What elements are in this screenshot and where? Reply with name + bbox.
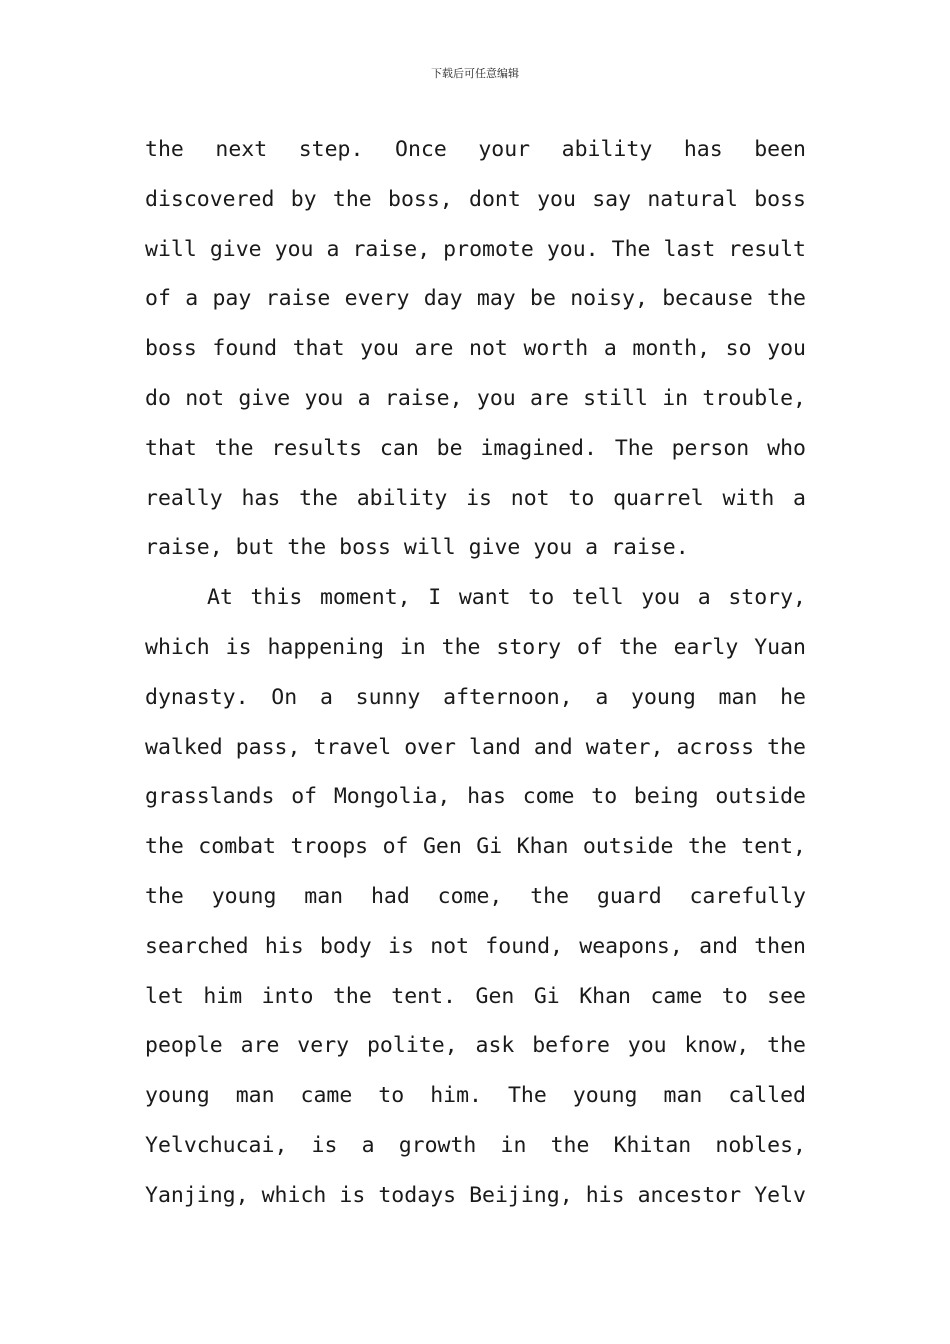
document-body — [145, 125, 806, 1221]
text-line: let him into the tent. Gen Gi Khan came to see — [145, 983, 806, 1009]
text-line: of a pay raise every day may be noisy, because the — [145, 286, 806, 312]
text-line: discovered by the boss, dont you say natural boss — [145, 186, 806, 212]
text-line: At this moment, I want to tell you a story, — [207, 585, 806, 611]
paragraph-1 — [145, 125, 806, 573]
text-line: will give you a raise, promote you. The last result — [145, 236, 806, 262]
text-line: young man came to him. The young man called — [145, 1083, 806, 1109]
text-line: that the results can be imagined. The person who — [145, 435, 806, 461]
text-line: really has the ability is not to quarrel with a — [145, 485, 806, 511]
text-line: walked pass, travel over land and water, across the — [145, 734, 806, 760]
text-line: the young man had come, the guard carefully — [145, 883, 806, 909]
page-header: 下载后可任意编辑 — [431, 67, 519, 80]
text-line: people are very polite, ask before you know, the — [145, 1033, 806, 1059]
paragraph-2 — [145, 573, 806, 1220]
text-line: grasslands of Mongolia, has come to being outside — [145, 784, 806, 810]
text-line: the next step. Once your ability has been — [145, 137, 806, 162]
text-line: dynasty. On a sunny afternoon, a young man he — [145, 684, 806, 710]
text-line: Yelvchucai, is a growth in the Khitan nobles, — [145, 1132, 806, 1158]
text-line: the combat troops of Gen Gi Khan outside the tent, — [145, 834, 806, 860]
text-line: which is happening in the story of the early Yuan — [145, 634, 806, 660]
text-line: searched his body is not found, weapons, and then — [145, 933, 806, 959]
text-line: Yanjing, which is todays Beijing, his ancestor Yelv — [145, 1182, 806, 1208]
text-line: boss found that you are not worth a month, so you — [145, 336, 806, 362]
text-line: do not give you a raise, you are still in trouble, — [145, 385, 806, 411]
text-line: raise, but the boss will give you a raise. — [145, 535, 689, 561]
